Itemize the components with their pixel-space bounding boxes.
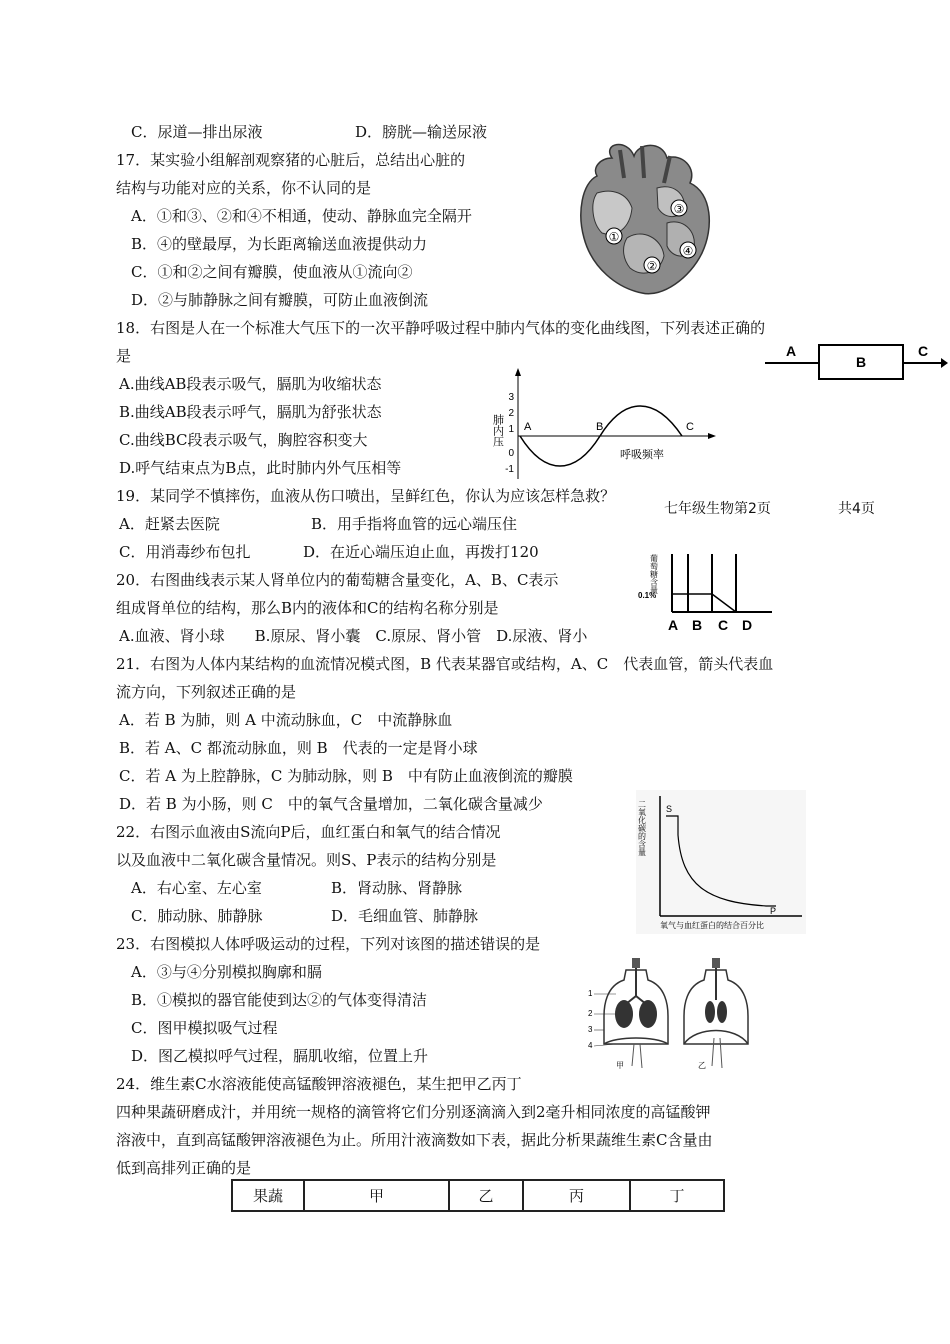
lung-right bbox=[639, 1000, 657, 1028]
y-axis-label: 二氧化碳的含量 bbox=[637, 800, 647, 856]
q21-option-b: B．若 A、C 都流动脉血，则 B 代表的一定是肾小球 bbox=[119, 739, 478, 757]
question-20: 20．右图曲线表示某人肾单位内的葡萄糖含量变化，A、B、C表示 bbox=[116, 571, 559, 589]
segment-b-label: B bbox=[692, 617, 703, 633]
fruit-veg-table bbox=[231, 1179, 725, 1212]
co2-chart bbox=[636, 790, 806, 934]
heart-label-2: ② bbox=[646, 259, 658, 273]
label-2: 2 bbox=[588, 1009, 593, 1018]
segment-a-label: A bbox=[668, 617, 679, 633]
question-21-cont: 流方向，下列叙述正确的是 bbox=[116, 683, 297, 701]
point-a-label: A bbox=[524, 421, 532, 433]
question-19: 19．某同学不慎摔伤，血液从伤口喷出，呈鲜红色，你认为应该怎样急救？ bbox=[116, 487, 616, 505]
point-b-label: B bbox=[596, 421, 604, 433]
tick-neg1: -1 bbox=[505, 464, 514, 475]
q17-option-d: D．②与肺静脉之间有瓣膜，可防止血液倒流 bbox=[131, 291, 429, 309]
y-axis-arrow-icon bbox=[515, 368, 521, 376]
segment-d-label: D bbox=[742, 617, 753, 633]
q18-option-d: D.呼气结束点为B点，此时肺内外气压相等 bbox=[119, 459, 402, 477]
breathing-chart bbox=[490, 364, 720, 484]
blood-flow-diagram bbox=[765, 336, 949, 384]
option-c-17-prev: C．尿道—排出尿液 bbox=[131, 123, 263, 141]
y-axis-label: 肺内压 bbox=[491, 414, 505, 447]
q23-option-d: D．图乙模拟呼气过程，膈肌收缩，位置上升 bbox=[131, 1047, 429, 1065]
x-axis-label: 呼吸频率 bbox=[620, 448, 664, 461]
question-24-cont3: 低到高排列正确的是 bbox=[116, 1159, 252, 1177]
heart-label-4: ④ bbox=[682, 244, 694, 258]
table-header-cell: 甲 bbox=[304, 1180, 449, 1211]
segment-c-label: C bbox=[718, 617, 729, 633]
q23-option-a: A．③与④分别模拟胸廓和膈 bbox=[131, 963, 322, 981]
point-c-label: C bbox=[686, 421, 694, 433]
page-header-total: 共4页 bbox=[838, 501, 875, 517]
table-row bbox=[232, 1180, 724, 1211]
q18-option-b: B.曲线AB段表示呼气，膈肌为舒张状态 bbox=[119, 403, 382, 421]
end-p-label: P bbox=[770, 906, 777, 916]
q19-option-a: A．赶紧去医院 bbox=[119, 515, 220, 533]
vessel-a-label: A bbox=[785, 343, 797, 359]
x-axis-arrow-icon bbox=[708, 433, 716, 439]
question-17: 17．某实验小组解剖观察猪的心脏后，总结出心脏的 bbox=[116, 151, 466, 169]
level-label: 0.1% bbox=[638, 591, 657, 600]
bell-jar-yi bbox=[684, 958, 748, 1068]
question-20-cont: 组成肾单位的结构，那么B内的液体和C的结构名称分别是 bbox=[116, 599, 499, 617]
lung-left bbox=[705, 1001, 715, 1023]
q22-option-d: D．毛细血管、肺静脉 bbox=[331, 907, 479, 925]
jar-name-jia: 甲 bbox=[616, 1061, 624, 1070]
question-18-cont: 是 bbox=[116, 347, 132, 365]
heart-label-1: ① bbox=[608, 230, 620, 244]
tick-0: 0 bbox=[508, 448, 514, 459]
heart-label-3: ③ bbox=[673, 202, 685, 216]
q22-option-b: B．肾动脉、肾静脉 bbox=[331, 879, 463, 897]
q18-option-a: A.曲线AB段表示吸气，膈肌为收缩状态 bbox=[119, 375, 382, 393]
arrow-right-icon bbox=[941, 358, 948, 368]
co2-chart-bg bbox=[636, 790, 806, 934]
question-23: 23．右图模拟人体呼吸运动的过程，下列对该图的描述错误的是 bbox=[116, 935, 541, 953]
q20-options: A.血液、肾小球 B.原尿、肾小囊 C.原尿、肾小管 D.尿液、肾小 bbox=[119, 627, 588, 645]
stopper bbox=[712, 958, 720, 968]
x-axis-label: 氧气与血红蛋白的结合百分比 bbox=[660, 921, 764, 930]
question-18: 18．右图是人在一个标准大气压下的一次平静呼吸过程中肺内气体的变化曲线图，下列表述正确的 bbox=[116, 319, 766, 337]
question-24: 24．维生素C水溶液能使高锰酸钾溶液褪色，某生把甲乙丙丁 bbox=[116, 1075, 522, 1093]
start-s-label: S bbox=[666, 804, 673, 814]
table-header-cell: 乙 bbox=[449, 1180, 523, 1211]
q22-option-c: C．肺动脉、肺静脉 bbox=[131, 907, 263, 925]
jar-name-yi: 乙 bbox=[698, 1061, 706, 1070]
q22-option-a: A．右心室、左心室 bbox=[131, 879, 262, 897]
option-d-17-prev: D．膀胱—输送尿液 bbox=[355, 123, 488, 141]
stopper bbox=[632, 958, 640, 968]
table-header-cell: 丁 bbox=[630, 1180, 724, 1211]
lung-left bbox=[615, 1000, 633, 1028]
heart-figure bbox=[572, 138, 720, 298]
table-header-cell: 丙 bbox=[523, 1180, 630, 1211]
q19-option-c: C．用消毒纱布包扎 bbox=[119, 543, 251, 561]
lung-right bbox=[717, 1001, 727, 1023]
question-17-cont: 结构与功能对应的关系，你不认同的是 bbox=[116, 179, 372, 197]
question-24-cont: 四种果蔬研磨成汁，并用统一规格的滴管将它们分别逐滴滴入到2毫升相同浓度的高锰酸钾 bbox=[116, 1103, 711, 1121]
label-3: 3 bbox=[588, 1025, 593, 1034]
q21-option-d: D．若 B 为小肠，则 C 中的氧气含量增加，二氧化碳含量减少 bbox=[119, 795, 543, 813]
y-axis-label: 葡萄糖含量 bbox=[649, 554, 659, 594]
table-header-cell: 果蔬 bbox=[232, 1180, 304, 1211]
q19-option-b: B．用手指将血管的远心端压住 bbox=[311, 515, 518, 533]
q17-option-c: C．①和②之间有瓣膜，使血液从①流向② bbox=[131, 263, 413, 281]
pull-string bbox=[632, 1044, 642, 1068]
question-22-cont: 以及血液中二氧化碳含量情况。则S、P表示的结构分别是 bbox=[116, 851, 497, 869]
tick-3: 3 bbox=[508, 392, 514, 403]
bell-jar-model bbox=[586, 956, 756, 1076]
q21-option-c: C．若 A 为上腔静脉，C 为肺动脉，则 B 中有防止血液倒流的瓣膜 bbox=[119, 767, 573, 785]
q21-option-a: A．若 B 为肺，则 A 中流动脉血，C 中流静脉血 bbox=[119, 711, 453, 729]
q17-option-a: A．①和③、②和④不相通，使动、静脉血完全隔开 bbox=[131, 207, 472, 225]
organ-b-label: B bbox=[855, 354, 867, 370]
tick-1: 1 bbox=[508, 424, 514, 435]
label-4: 4 bbox=[588, 1041, 593, 1050]
label-1: 1 bbox=[588, 989, 593, 998]
question-24-cont2: 溶液中，直到高锰酸钾溶液褪色为止。所用汁液滴数如下表，据此分析果蔬维生素C含量由 bbox=[116, 1131, 713, 1149]
q23-option-c: C．图甲模拟吸气过程 bbox=[131, 1019, 278, 1037]
question-22: 22．右图示血液由S流向P后，血红蛋白和氧气的结合情况 bbox=[116, 823, 501, 841]
vessel-c-label: C bbox=[917, 343, 929, 359]
q23-option-b: B．①模拟的器官能使到达②的气体变得清洁 bbox=[131, 991, 428, 1009]
bell-jar-jia bbox=[604, 958, 668, 1068]
page-header-course: 七年级生物第2页 bbox=[664, 501, 771, 517]
tick-2: 2 bbox=[508, 408, 514, 419]
q18-option-c: C.曲线BC段表示吸气，胸腔容积变大 bbox=[119, 431, 368, 449]
glucose-line-c bbox=[712, 594, 736, 612]
q19-option-d: D．在近心端压迫止血，再拨打120 bbox=[303, 543, 539, 561]
question-21: 21．右图为人体内某结构的血流情况模式图，B 代表某器官或结构，A、C 代表血管，箭头代表血 bbox=[116, 655, 774, 673]
glucose-chart bbox=[636, 546, 776, 636]
q17-option-b: B．④的壁最厚，为长距离输送血液提供动力 bbox=[131, 235, 428, 253]
